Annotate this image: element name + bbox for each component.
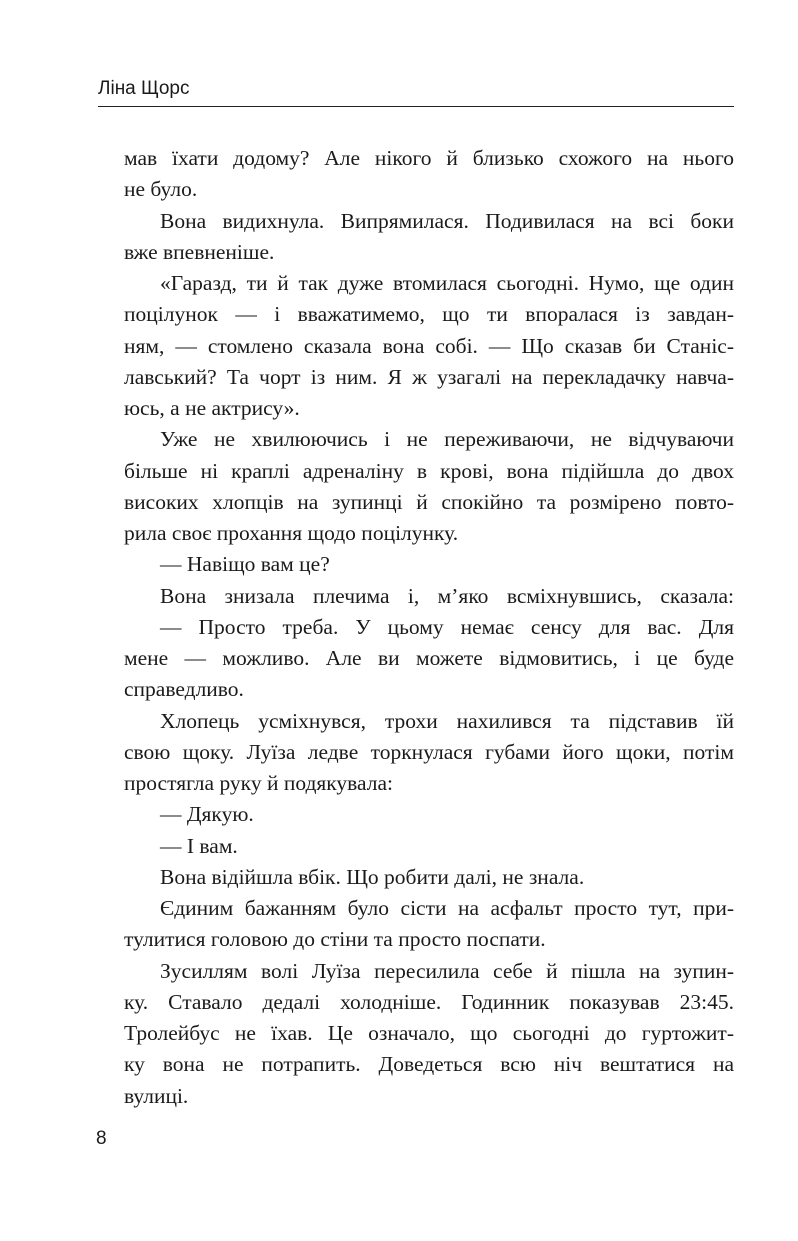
text-line: Хлопець усміхнувся, трохи нахилився та підставив їй xyxy=(160,708,734,733)
text-line: — Дякую. xyxy=(160,802,254,827)
text-line: поцілунок — і вважатимемо, що ти впоралася із завдан- xyxy=(124,302,734,327)
author-name: Ліна Щорс xyxy=(98,78,190,99)
text-line: простягла руку й подякувала: xyxy=(124,771,394,795)
text-line: Зусиллям волі Луїза пересилила себе й пішла на зупин- xyxy=(160,958,734,983)
page-number: 8 xyxy=(96,1128,107,1149)
text-line: вулиці. xyxy=(124,1083,189,1108)
text-line: вже впевненіше. xyxy=(124,239,275,264)
text-line: ку. Ставало дедалі холодніше. Годинник показував 23:45. xyxy=(124,989,734,1014)
text-line: Тролейбус не їхав. Це означало, що сьогодні до гуртожит- xyxy=(124,1021,734,1045)
text-line: — Навіщо вам це? xyxy=(160,552,330,577)
running-header xyxy=(98,76,734,107)
text-line: лавський? Та чорт із ним. Я ж узагалі на перекладачку навча- xyxy=(124,364,734,389)
text-line: мав їхати додому? Але нікого й близько схожого на нього xyxy=(124,146,734,170)
text-line: справедливо. xyxy=(124,677,244,702)
text-line: Вона знизала плечима і, м’яко всміхнувшись, сказала: xyxy=(160,583,734,608)
text-line: «Гаразд, ти й так дуже втомилася сьогодні. Нумо, ще один xyxy=(160,271,734,295)
text-line: тулитися головою до стіни та просто поспати. xyxy=(124,927,546,952)
text-line: ку вона не потрапить. Доведеться всю ніч вештатися на xyxy=(124,1052,734,1077)
text-line: ням, — стомлено сказала вона собі. — Що сказав би Станіс- xyxy=(124,333,734,358)
text-line: юсь, а не актрису». xyxy=(124,396,300,420)
text-line: мене — можливо. Але ви можете відмовитись, і це буде xyxy=(124,646,734,670)
text-line: — І вам. xyxy=(160,833,238,858)
text-line: не було. xyxy=(124,177,198,202)
text-line: рила своє прохання щодо поцілунку. xyxy=(124,521,459,545)
text-line: свою щоку. Луїза ледве торкнулася губами його щоки, потім xyxy=(124,739,734,764)
text-line: Вона відійшла вбік. Що робити далі, не знала. xyxy=(160,864,585,889)
text-line: високих хлопців на зупинці й спокійно та розмірено повто- xyxy=(124,489,734,514)
text-line: Вона видихнула. Випрямилася. Подивилася на всі боки xyxy=(160,208,734,233)
text-line: більше ні краплі адреналіну в крові, вона підійшла до двох xyxy=(124,458,734,483)
text-line: Єдиним бажанням було сісти на асфальт просто тут, при- xyxy=(160,896,734,920)
text-line: — Просто треба. У цьому немає сенсу для вас. Для xyxy=(160,614,734,639)
page-body-text xyxy=(124,143,734,1112)
text-line: Уже не хвилюючись і не переживаючи, не відчуваючи xyxy=(160,427,734,452)
